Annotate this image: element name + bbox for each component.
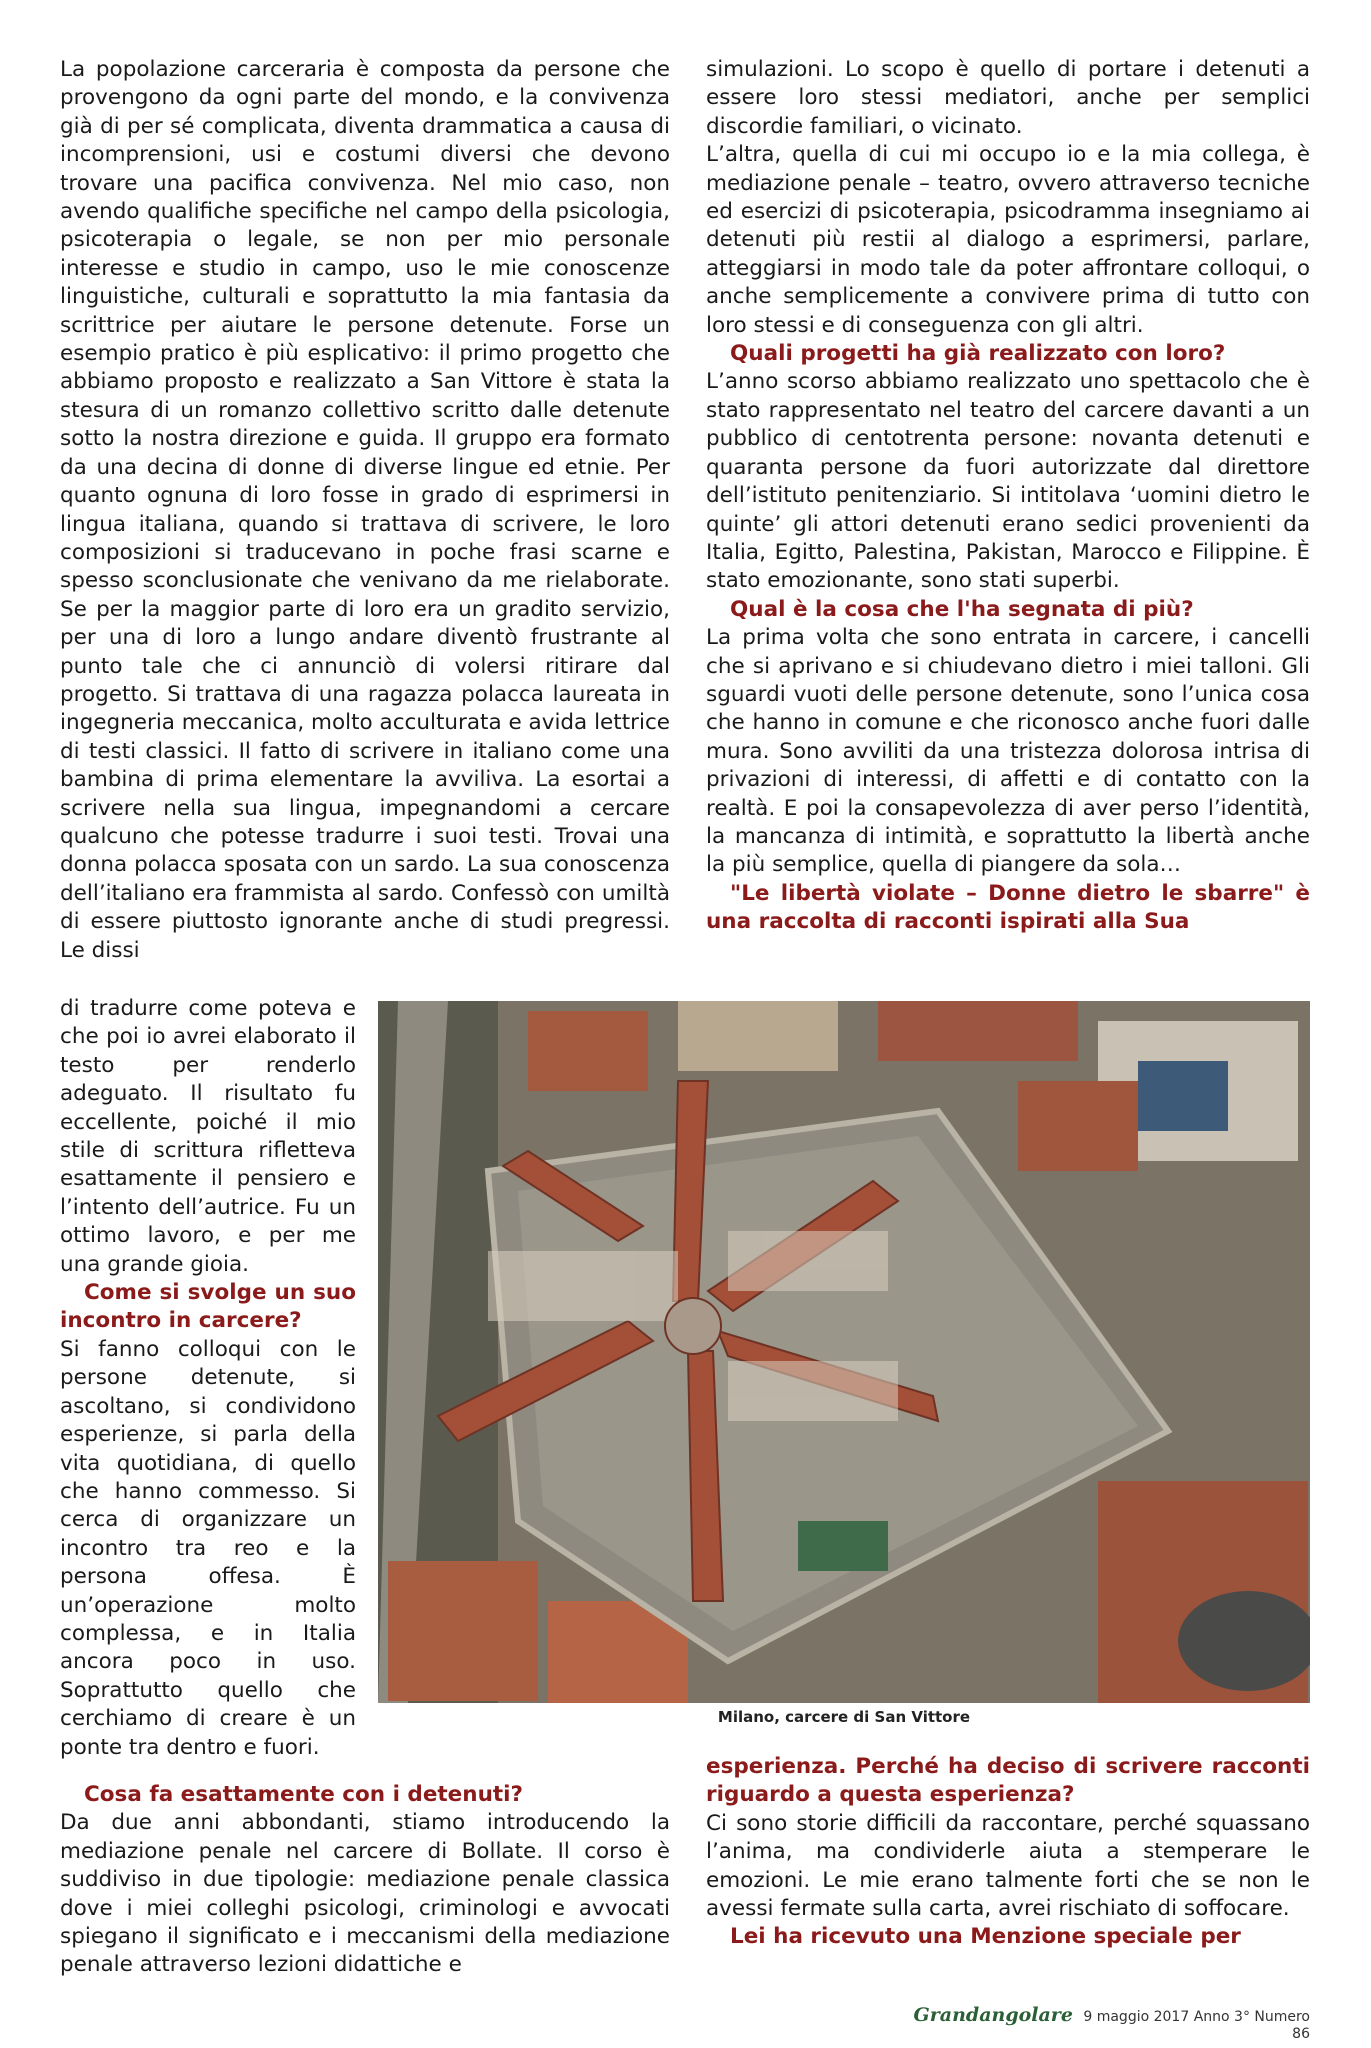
question-heading: esperienza. Perché ha deciso di scrivere racconti riguardo a questa esperienza? xyxy=(706,1754,1310,1808)
prison-aerial-photo xyxy=(378,1001,1310,1703)
question-heading: Come si svolge un suo incontro in carcere? xyxy=(60,1280,356,1334)
magazine-brand: Grandangolare xyxy=(913,2004,1073,2026)
paragraph: simulazioni. Lo scopo è quello di portare i detenuti a essere loro stessi mediatori, anche per semplici discordie familiari, o vicinato. xyxy=(706,57,1310,139)
aerial-photo-illustration xyxy=(378,1001,1310,1703)
question-heading: Quali progetti ha già realizzato con loro? xyxy=(730,341,1226,367)
paragraph: L’altra, quella di cui mi occupo io e la mia collega, è mediazione penale – teatro, ovvero attraverso tecniche ed esercizi di psicoterapia, psicodramma insegniamo ai detenuti più restii al dialogo a esprimersi, parlare, atteggiarsi in modo tale da poter affrontare colloqui, o anche semplicemente a convivere prima di tutto con loro stessi e di conseguenza con gli altri. xyxy=(706,142,1310,338)
right-column-top xyxy=(706,56,1310,937)
issue-info: 9 maggio 2017 Anno 3° Numero 86 xyxy=(1083,2009,1310,2042)
left-column-top xyxy=(60,56,670,965)
paragraph: Ci sono storie difficili da raccontare, perché squassano l’anima, ma condividerle aiuta a stemperare le emozioni. Le mie erano talmente forti che se non le avessi fermate sulla carta, avrei rischiato di soffocare. xyxy=(706,1810,1310,1922)
question-heading: Qual è la cosa che l'ha segnata di più? xyxy=(730,596,1194,622)
paragraph: La popolazione carceraria è composta da persone che provengono da ogni parte del mondo, e la convivenza già di per sé complicata, diventa drammatica a causa di incomprensioni, usi e costumi diversi che devono trovare una pacifica convivenza. Nel mio caso, non avendo qualifiche specifiche nel campo della psicologia, psicoterapia o legale, se non per mio personale interesse e studio in campo, uso le mie conoscenze linguistiche, culturali e soprattutto la mia fantasia da scrittrice per aiutare le persone detenute. Forse un esempio pratico è più esplicativo: il primo progetto che abbiamo proposto e realizzato a San Vittore è stata la stesura di un romanzo collettivo scritto dalle detenute sotto la nostra direzione e guida. Il gruppo era formato da una decina di donne di diverse lingue ed etnie. Per quanto ognuna di loro fosse in grado di esprimersi in lingua italiana, quando si trattava di scrivere, le loro composizioni si traducevano in poche frasi scarne e spesso sconclusionate che venivano da me rielaborate. Se per la maggior parte di loro era un gradito servizio, per una di loro a lungo andare diventò frustrante al punto tale che ci annunciò di volersi ritirare dal progetto. Si trattava di una ragazza polacca laureata in ingegneria meccanica, molto acculturata e avida lettrice di testi classici. Il fatto di scrivere in italiano come una bambina di prima elementare la avviliva. La esortai a scrivere nella sua lingua, impegnandomi a cercare qualcuno che potesse tradurre i suoi testi. Trovai una donna polacca sposata con un sardo. La sua conoscenza dell’italiano era frammista al sardo. Confessò con umiltà di essere piuttosto ignorante anche di studi pregressi. Le dissi xyxy=(60,57,670,963)
left-column-narrow xyxy=(60,995,356,1762)
paragraph: La prima volta che sono entrata in carcere, i cancelli che si aprivano e si chiudevano dietro i miei talloni. Gli sguardi vuoti delle persone detenute, sono l’unica cosa che hanno in comune e che riconosco anche fuori dalle mura. Sono avviliti da una tristezza dolorosa intrisa di privazioni di interessi, di affetti e di contatto con la realtà. E poi la consapevolezza di aver perso l’identità, la mancanza di intimità, e soprattutto la libertà anche la più semplice, quella di piangere da sola… xyxy=(706,625,1310,878)
question-heading: Lei ha ricevuto una Menzione speciale per xyxy=(730,1924,1241,1950)
right-column-bottom xyxy=(706,1753,1310,1952)
question-heading: Cosa fa esattamente con i detenuti? xyxy=(84,1782,523,1807)
question-heading: "Le libertà violate – Donne dietro le sbarre" è una raccolta di racconti ispirati alla Sua xyxy=(706,880,1310,935)
page-footer xyxy=(900,2004,1310,2042)
paragraph: L’anno scorso abbiamo realizzato uno spettacolo che è stato rappresentato nel teatro del carcere davanti a un pubblico di centotrenta persone: novanta detenuti e quaranta persone da fuori autorizzate dal direttore dell’istituto penitenziario. Si intitolava ‘uomini dietro le quinte’ gli attori detenuti erano sedici provenienti da Italia, Egitto, Palestina, Pakistan, Marocco e Filippine. È stato emozionante, sono stati superbi. xyxy=(706,369,1310,594)
paragraph: di tradurre come poteva e che poi io avrei elaborato il testo per renderlo adeguato. Il risultato fu eccellente, poiché il mio stile di scrittura rifletteva esattamente il pensiero e l’intento dell’autrice. Fu un ottimo lavoro, e per me una grande gioia. xyxy=(60,996,356,1277)
left-column-bottom xyxy=(60,1781,670,1980)
photo-caption: Milano, carcere di San Vittore xyxy=(717,1708,971,1726)
paragraph: Si fanno colloqui con le persone detenute, si ascoltano, si condividono esperienze, si parla della vita quotidiana, di quello che hanno commesso. Si cerca di organizzare un incontro tra reo e la persona offesa. È un’operazione molto complessa, e in Italia ancora poco in uso. Soprattutto quello che cerchiamo di creare è un ponte tra dentro e fuori. xyxy=(60,1336,356,1760)
paragraph: Da due anni abbondanti, stiamo introducendo la mediazione penale nel carcere di Bollate. Il corso è suddiviso in due tipologie: mediazione penale classica dove i miei colleghi psicologi, criminologi e avvocati spiegano il significato e i meccanismi della mediazione penale attraverso lezioni didattiche e xyxy=(60,1810,670,1978)
